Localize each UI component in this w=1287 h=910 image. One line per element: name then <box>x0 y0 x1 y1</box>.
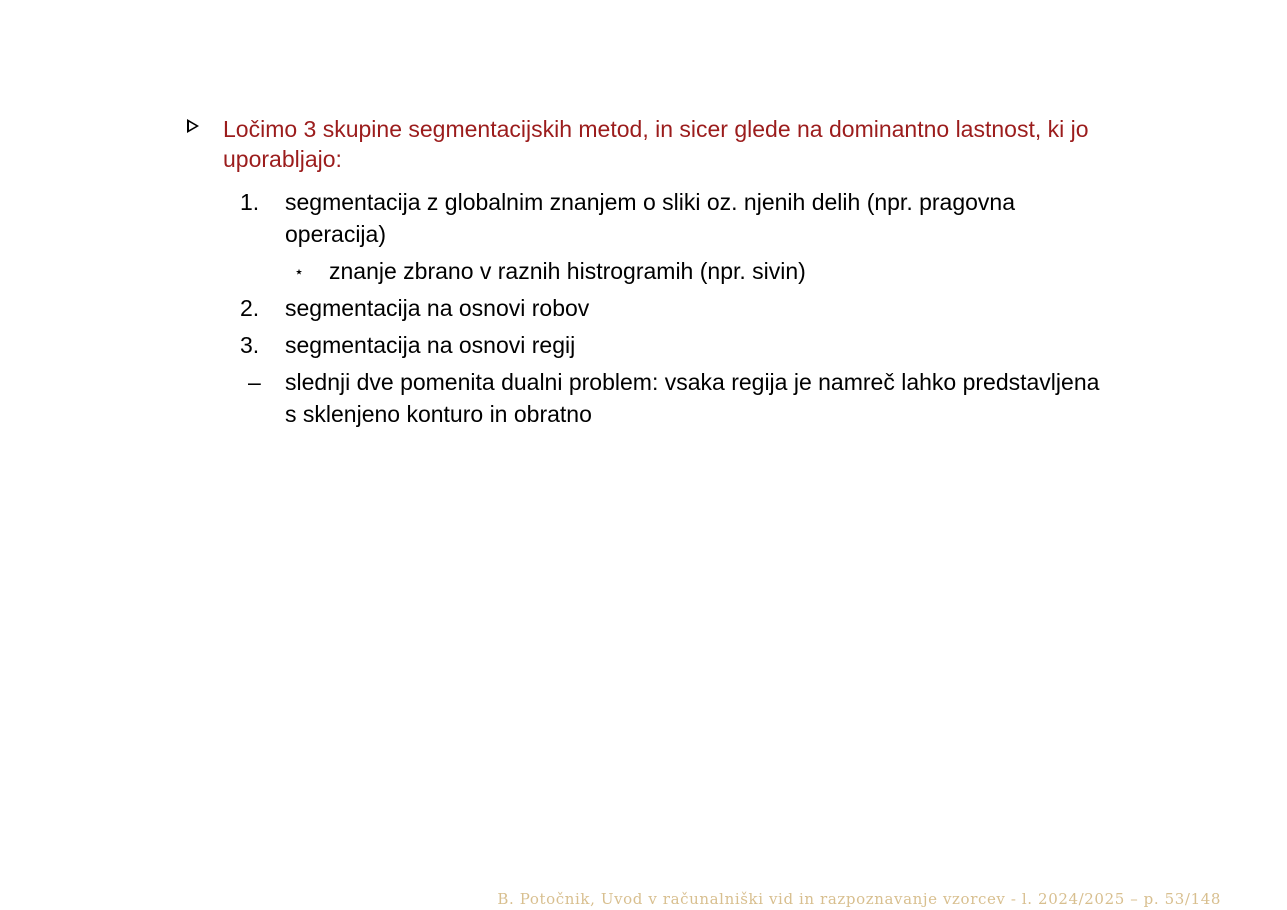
sub-list-item <box>280 255 1116 287</box>
triangle-bullet-icon <box>187 119 199 133</box>
list-item-text: segmentacija na osnovi regij <box>285 332 576 358</box>
list-item-text: segmentacija na osnovi robov <box>285 295 590 321</box>
list-item-2 <box>236 292 1116 324</box>
star-icon: ⋆ <box>294 264 305 281</box>
list-item-3 <box>236 329 1116 361</box>
list-item-1 <box>236 186 1116 250</box>
enumerated-list <box>236 186 1116 435</box>
list-item-text: slednji dve pomenita dualni problem: vsaka regija je namreč lahko predstavljena s sklenjeno konturo in obratno <box>285 369 1100 427</box>
list-item-number: 1. <box>240 189 260 215</box>
dash-marker: – <box>248 369 261 395</box>
list-item-number: 2. <box>240 295 260 321</box>
list-item-text: segmentacija z globalnim znanjem o sliki oz. njenih delih (npr. pragovna operacija) <box>285 189 1016 247</box>
slide-footer: B. Potočnik, Uvod v računalniški vid in razpoznavanje vzorcev - l. 2024/2025 – p. 53/148 <box>497 890 1221 908</box>
list-item-note <box>236 366 1116 430</box>
sub-list-item-text: znanje zbrano v raznih histrogramih (npr. sivin) <box>329 258 806 284</box>
main-bullet-text: Ločimo 3 skupine segmentacijskih metod, in sicer glede na dominantno lastnost, ki jo uporabljajo: <box>223 116 1089 172</box>
list-item-number: 3. <box>240 332 260 358</box>
